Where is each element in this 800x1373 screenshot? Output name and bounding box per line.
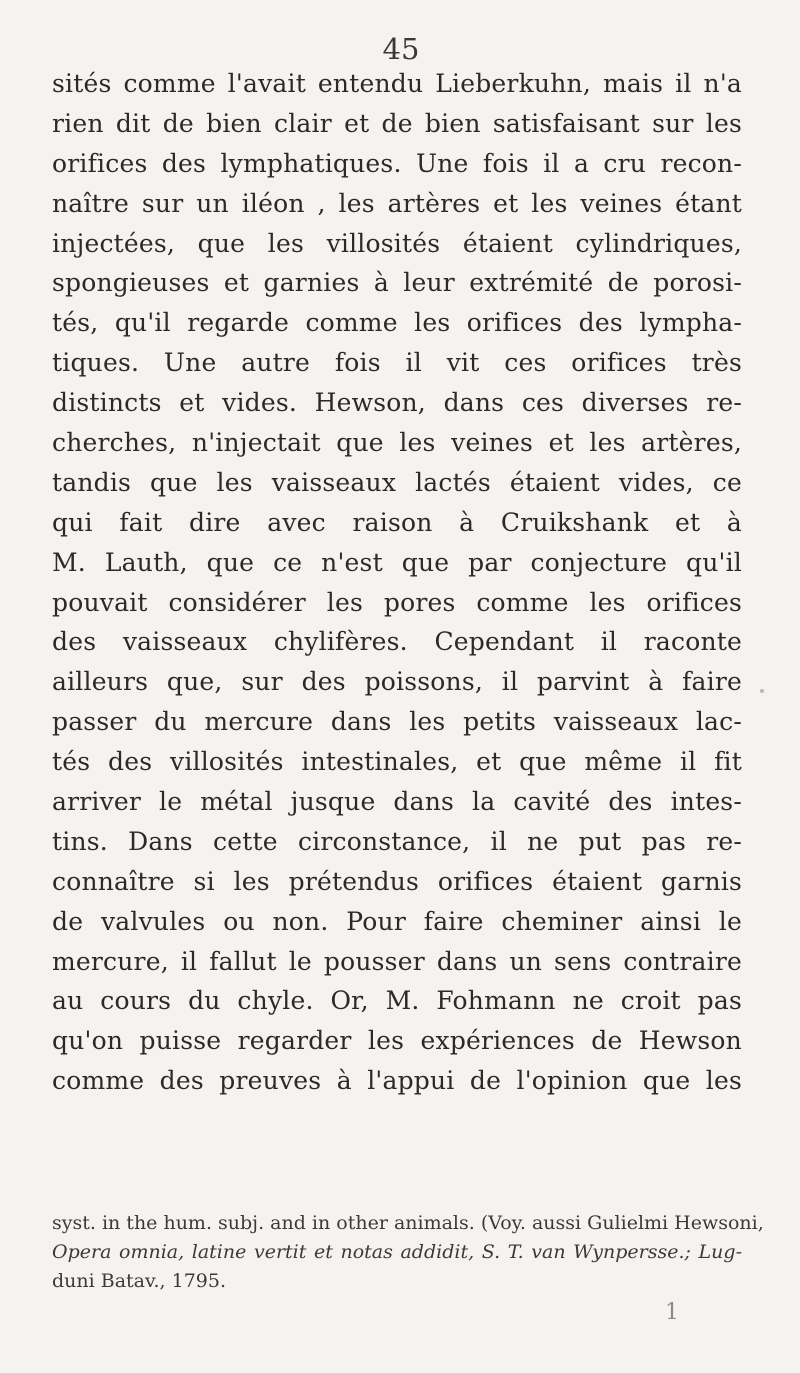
text-line: tés des villosités intestinales, et que même il fit — [52, 747, 742, 777]
footnote-line: syst. in the hum. subj. and in other animals. (Voy. aussi Gulielmi Hewsoni, — [52, 1212, 764, 1234]
text-line: cherches, n'injectait que les veines et les artères, — [52, 428, 742, 458]
text-line: spongieuses et garnies à leur extrémité de porosi- — [52, 268, 742, 298]
text-line: tandis que les vaisseaux lactés étaient vides, ce — [52, 467, 742, 497]
body-text — [52, 64, 742, 1101]
text-line: rien dit de bien clair et de bien satisfaisant sur les — [52, 108, 742, 138]
text-line: distincts et vides. Hewson, dans ces diverses re- — [52, 388, 742, 418]
paper-speck — [760, 689, 764, 693]
text-line: injectées, que les villosités étaient cylindriques, — [52, 228, 742, 258]
text-line: arriver le métal jusque dans la cavité des intes- — [52, 787, 742, 817]
footnote-line: duni Batav., 1795. — [52, 1270, 226, 1292]
text-line: sités comme l'avait entendu Lieberkuhn, mais il n'a — [52, 69, 742, 98]
text-line: mercure, il fallut le pousser dans un sens contraire — [52, 946, 742, 976]
bottom-mark: 1 — [665, 1300, 679, 1325]
text-line: pouvait considérer les pores comme les orifices — [52, 587, 742, 617]
text-line: comme des preuves à l'appui de l'opinion que les — [52, 1066, 742, 1096]
text-line: tiques. Une autre fois il vit ces orifices très — [52, 348, 742, 378]
text-line: naître sur un iléon , les artères et les veines étant — [52, 188, 742, 218]
text-line: qui fait dire avec raison à Cruikshank et à — [52, 507, 742, 537]
text-line: au cours du chyle. Or, M. Fohmann ne croit pas — [52, 986, 742, 1016]
text-line: tés, qu'il regarde comme les orifices des lympha- — [52, 308, 742, 338]
text-line: tins. Dans cette circonstance, il ne put pas re- — [52, 826, 742, 856]
text-line: orifices des lymphatiques. Une fois il a cru recon- — [52, 148, 742, 178]
text-line: ailleurs que, sur des poissons, il parvint à faire — [52, 667, 742, 697]
text-line: passer du mercure dans les petits vaisseaux lac- — [52, 707, 742, 737]
text-line: des vaisseaux chylifères. Cependant il raconte — [52, 627, 742, 657]
text-line: M. Lauth, que ce n'est que par conjecture qu'il — [52, 547, 742, 577]
footnote — [52, 1209, 764, 1296]
text-line: qu'on puisse regarder les expériences de Hewson — [52, 1026, 742, 1056]
footnote-line: Opera omnia, latine vertit et notas addidit, S. T. van Wynpersse.; Lug- — [52, 1241, 742, 1263]
page-number: 45 — [382, 32, 420, 66]
text-line: connaître si les prétendus orifices étaient garnis — [52, 866, 742, 896]
text-line: de valvules ou non. Pour faire cheminer ainsi le — [52, 906, 742, 936]
